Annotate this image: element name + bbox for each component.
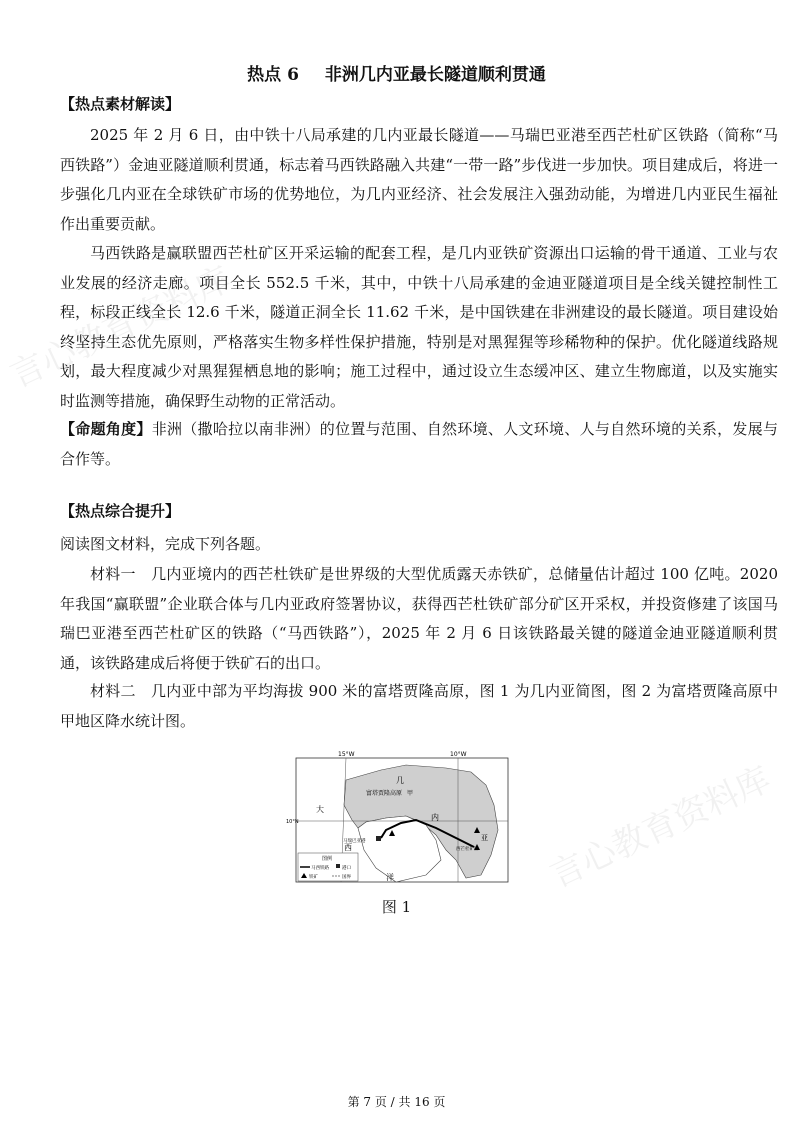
- title-text: 非洲几内亚最长隧道顺利贯通: [324, 65, 546, 85]
- map-label: 几: [396, 776, 404, 785]
- map-label: 西芒杜矿区: [456, 847, 479, 852]
- map-label: 大: [316, 805, 324, 814]
- watermark: 言心教育资料库: [544, 759, 777, 897]
- map-label: 马瑞巴亚港: [343, 839, 366, 844]
- map-label: 内: [431, 813, 439, 822]
- paragraph: 马西铁路是赢联盟西芒杜矿区开采运输的配套工程，是几内亚铁矿资源出口运输的骨干通道、工业与农业发展的经济走廊。项目全长 552.5 千米，其中，中铁十八局承建的金迪亚隧道项目是全线关键控制性工程，标段正线全长 12.6 千米，隧道正洞全长 11.62 千米，是中国铁建在非洲建设的最长隧道。项目建设始终坚持生态优先原则，严格落实生物多样性保护措施，特别是对黑猩猩等珍稀物种的保护。优化隧道线路规划，最大程度减少对黑猩猩栖息地的影响；施工过程中，通过设立生态缓冲区、建立生物廊道，以及实施实时监测等措施，确保野生动物的正常活动。: [60, 244, 778, 410]
- label: 【命题角度】: [60, 420, 152, 438]
- page-footer: 第 7 页 / 共 16 页: [347, 1095, 446, 1109]
- map-label: 西: [344, 843, 352, 852]
- paragraph: 2025 年 2 月 6 日，由中铁十八局承建的几内亚最长隧道——马瑞巴亚港至西芒杜矿区铁路（简称“马西铁路”）金迪亚隧道顺利贯通，标志着马西铁路融入共建“一带一路”步伐进一步加快。项目建成后，将进一步强化几内亚在全球铁矿市场的优势地位，为几内亚经济、社会发展注入强劲动能，为增进几内亚民生福祉作出重要贡献。: [60, 126, 778, 233]
- legend-item: 港口: [342, 866, 351, 871]
- port-icon: [376, 836, 381, 841]
- legend-item: 马西铁路: [311, 866, 329, 871]
- legend-item: 国界: [342, 875, 351, 880]
- map-label: 10°N: [286, 819, 299, 825]
- legend-title: 图例: [322, 856, 333, 862]
- map-label: 15°W: [338, 751, 355, 758]
- figure-caption: 图 1: [381, 898, 412, 916]
- watermark: 言心教育资料库: [4, 259, 237, 397]
- title-label: 热点 6: [247, 65, 299, 85]
- map-label: 10°W: [450, 751, 467, 758]
- paragraph: 材料一 几内亚境内的西芒杜铁矿是世界级的大型优质露天赤铁矿，总储量估计超过 100 亿吨。2020 年我国“赢联盟”企业联合体与几内亚政府签署协议，获得西芒杜铁矿部分矿区开采权，并投资修建了该国马瑞巴亚港至西芒杜矿区的铁路（“马西铁路”），2025 年 2 月 6 日该铁路最关键的隧道金迪亚隧道顺利贯通，该铁路建成后将便于铁矿石的出口。: [60, 565, 778, 672]
- page-title: [0, 60, 793, 85]
- paragraph: 材料二 几内亚中部为平均海拔 900 米的富塔贾隆高原，图 1 为几内亚简图，图 2 为富塔贾隆高原中甲地区降水统计图。: [60, 682, 778, 730]
- section-heading: 【热点素材解读】: [60, 95, 181, 113]
- map-label: 富塔贾隆高原: [366, 790, 403, 797]
- paragraph: [60, 415, 778, 474]
- map-label: 亚: [481, 834, 488, 842]
- section-heading: 【热点综合提升】: [60, 502, 181, 520]
- legend-item: 铁矿: [309, 875, 318, 880]
- text: 非洲（撒哈拉以南非洲）的位置与范围、自然环境、人文环境、人与自然环境的关系，发展与合作等。: [60, 420, 778, 468]
- paragraph: 阅读图文材料，完成下列各题。: [60, 535, 271, 553]
- map-label: 甲: [407, 790, 414, 797]
- guinea-map: [286, 750, 512, 884]
- map-label: 洋: [386, 873, 394, 882]
